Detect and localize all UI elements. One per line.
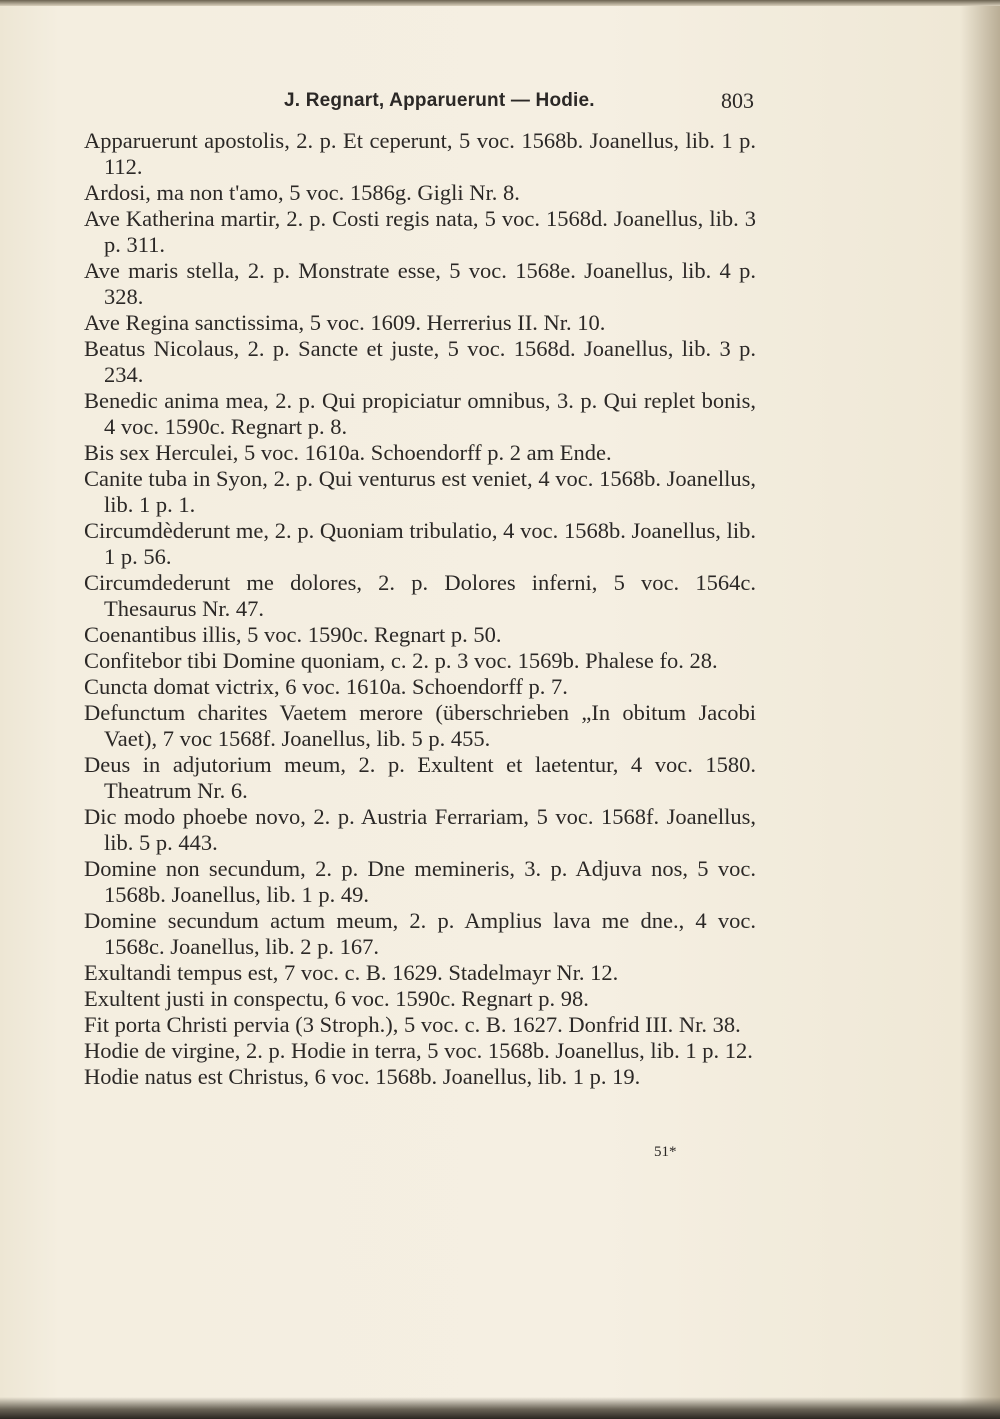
catalog-entry: Ave maris stella, 2. p. Monstrate esse, 5 voc. 1568e. Joanellus, lib. 4 p. 328. xyxy=(84,258,756,309)
catalog-entry: Bis sex Herculei, 5 voc. 1610a. Schoendorff p. 2 am Ende. xyxy=(84,440,612,465)
catalog-entry: Fit porta Christi pervia (3 Stroph.), 5 voc. c. B. 1627. Donfrid III. Nr. 38. xyxy=(84,1012,741,1037)
page-top-edge xyxy=(0,0,1000,6)
catalog-entry: Dic modo phoebe novo, 2. p. Austria Ferrariam, 5 voc. 1568f. Joanellus, lib. 5 p. 443. xyxy=(84,804,756,855)
catalog-entry: Cuncta domat victrix, 6 voc. 1610a. Schoendorff p. 7. xyxy=(84,674,568,699)
page-number: 803 xyxy=(721,88,754,113)
catalog-entry: Beatus Nicolaus, 2. p. Sancte et juste, 5 voc. 1568d. Joanellus, lib. 3 p. 234. xyxy=(84,336,756,387)
catalog-entry: Defunctum charites Vaetem merore (überschrieben „In obitum Jacobi Vaet), 7 voc 1568f. Joanellus, lib. 5 p. 455. xyxy=(84,700,756,751)
page-header xyxy=(84,86,754,116)
sheet-signature: 51* xyxy=(654,1144,677,1160)
catalog-entry: Exultandi tempus est, 7 voc. c. B. 1629. Stadelmayr Nr. 12. xyxy=(84,960,619,985)
catalog-entry: Ave Katherina martir, 2. p. Costi regis nata, 5 voc. 1568d. Joanellus, lib. 3 p. 311. xyxy=(84,206,756,257)
running-title: J. Regnart, Apparuerunt — Hodie. xyxy=(284,90,595,111)
catalog-entry: Hodie natus est Christus, 6 voc. 1568b. Joanellus, lib. 1 p. 19. xyxy=(84,1064,641,1089)
catalog-entry: Hodie de virgine, 2. p. Hodie in terra, 5 voc. 1568b. Joanellus, lib. 1 p. 12. xyxy=(84,1038,753,1063)
page-bottom-edge xyxy=(0,1397,1000,1419)
catalog-entry: Domine non secundum, 2. p. Dne memineris, 3. p. Adjuva nos, 5 voc. 1568b. Joanellus, lib. 1 p. 49. xyxy=(84,856,756,907)
catalog-entry: Apparuerunt apostolis, 2. p. Et ceperunt, 5 voc. 1568b. Joanellus, lib. 1 p. 112. xyxy=(84,128,756,179)
catalog-entry: Domine secundum actum meum, 2. p. Amplius lava me dne., 4 voc. 1568c. Joanellus, lib. 2 p. 167. xyxy=(84,908,756,959)
catalog-entry: Ave Regina sanctissima, 5 voc. 1609. Herrerius II. Nr. 10. xyxy=(84,310,606,335)
catalog-entry: Confitebor tibi Domine quoniam, c. 2. p. 3 voc. 1569b. Phalese fo. 28. xyxy=(84,648,718,673)
catalog-entry: Circumdèderunt me, 2. p. Quoniam tribulatio, 4 voc. 1568b. Joanellus, lib. 1 p. 56. xyxy=(84,518,756,569)
catalog-entry: Ardosi, ma non t'amo, 5 voc. 1586g. Gigli Nr. 8. xyxy=(84,180,520,205)
catalog-entry: Circumdederunt me dolores, 2. p. Dolores inferni, 5 voc. 1564c. Thesaurus Nr. 47. xyxy=(84,570,756,621)
catalog-entry: Benedic anima mea, 2. p. Qui propiciatur omnibus, 3. p. Qui replet bonis, 4 voc. 1590c. Regnart p. 8. xyxy=(84,388,756,439)
catalog-entries xyxy=(84,128,756,1090)
catalog-entry: Exultent justi in conspectu, 6 voc. 1590c. Regnart p. 98. xyxy=(84,986,589,1011)
catalog-entry: Canite tuba in Syon, 2. p. Qui venturus est veniet, 4 voc. 1568b. Joanellus, lib. 1 p. 1. xyxy=(84,466,756,517)
catalog-entry: Deus in adjutorium meum, 2. p. Exultent et laetentur, 4 voc. 1580. Theatrum Nr. 6. xyxy=(84,752,756,803)
catalog-entry: Coenantibus illis, 5 voc. 1590c. Regnart p. 50. xyxy=(84,622,502,647)
